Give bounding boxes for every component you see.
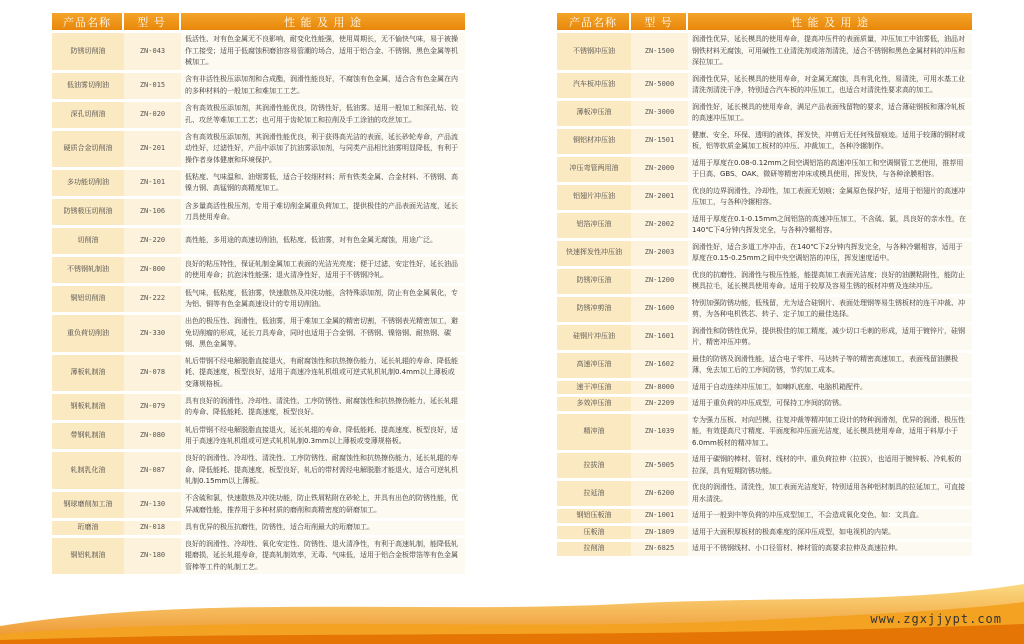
- product-name: 钢板轧制油: [52, 394, 124, 420]
- product-name: 拉延油: [557, 481, 631, 506]
- product-model: ZN-106: [124, 199, 181, 225]
- product-description: 出色的极压性、润滑性，低油雾，用于难加工金属的精密切割，不锈钢表光精密加工，避免切削瘤的形成，延长刀具寿命，同时也适用于合金钢、不锈钢、镍铬钢、耐热钢、碳钢、黑色金属等。: [181, 315, 465, 352]
- product-row: [557, 381, 972, 395]
- product-name: 多功能切削油: [52, 170, 124, 196]
- product-model: ZN-330: [124, 315, 181, 352]
- product-description: 优良的边界润滑性，冷却性，加工表面无划痕；金属原色保护好，适用于铝翅片的高速冲压加工，与各种冷辗相容。: [688, 185, 972, 210]
- product-row: [52, 73, 465, 99]
- product-name: 防锈极压切削油: [52, 199, 124, 225]
- product-row: [557, 325, 972, 350]
- product-description: 低粘度、气味温和、油烟雾低，适合于较细材料；所有铁类金属、合金材料、不锈钢、高镍力钢、高锰钢的高精度加工。: [181, 170, 465, 196]
- product-description: 良好的粘压特性，保证轧制金属加工表面的光洁光亮度；便于过滤，安定性好，延长油品的使用寿命；抗泡沫性能强；退火清净性好，适用于不锈钢冷轧。: [181, 257, 465, 283]
- product-name: 防锈冲剪油: [557, 297, 631, 322]
- product-name: 冲压弯管两用油: [557, 157, 631, 182]
- header-desc: 性 能 及 用 途: [688, 13, 972, 30]
- website-url: www.zgxjjypt.com: [870, 612, 1002, 626]
- left-product-table-panel: [52, 10, 465, 577]
- product-model: ZN-2003: [631, 241, 688, 266]
- product-model: ZN-5000: [631, 73, 688, 98]
- product-model: ZN-015: [124, 73, 181, 99]
- product-model: ZN-1500: [631, 33, 688, 70]
- product-row: [52, 492, 465, 518]
- left-table-body: [52, 33, 465, 574]
- product-name: 切削油: [52, 228, 124, 254]
- product-name: 轧制乳化油: [52, 452, 124, 489]
- product-name: 硬质合金切削油: [52, 131, 124, 168]
- product-row: [557, 526, 972, 540]
- product-name: 拉削油: [557, 542, 631, 556]
- product-model: ZN-018: [124, 521, 181, 535]
- product-row: [557, 185, 972, 210]
- product-row: [557, 542, 972, 556]
- product-name: 带钢轧制油: [52, 423, 124, 449]
- product-name: 汽车板冲压油: [557, 73, 631, 98]
- product-model: ZN-101: [124, 170, 181, 196]
- product-row: [52, 131, 465, 168]
- product-description: 优良的抗磨性、润滑性与极压性能，能提高加工表面光洁度；良好的油膜粘附性，能防止模具拉毛，延长模具使用寿命。适用于较厚及容易生锈的板材冲剪及连续冲压。: [688, 269, 972, 294]
- product-description: 适用于一般到中等负荷的冲压成型加工，不会造成氧化变色，如：文具盒。: [688, 509, 972, 523]
- product-model: ZN-1602: [631, 353, 688, 378]
- product-description: 润滑性优异，延长模具的使用寿命，提高冲压件的表面质量，冲压加工中油雾低，油品对钢铁材料无腐蚀，可用碱性工业清洗剂或溶剂清洗，适合不锈钢和黑色金属材料的冲压和深拉加工。: [688, 33, 972, 70]
- right-product-table-panel: [557, 10, 972, 559]
- product-name: 多效冲压油: [557, 397, 631, 411]
- product-row: [557, 241, 972, 266]
- product-description: 低气味，低粘度，低油雾，快速散热及冲洗功能，含特殊添加剂，防止有色金属氧化，专为铝、铜等有色金属高速设计的专用切削油。: [181, 286, 465, 312]
- product-row: [557, 353, 972, 378]
- product-model: ZN-220: [124, 228, 181, 254]
- product-row: [557, 453, 972, 478]
- right-table-body: [557, 33, 972, 556]
- product-name: 速干冲压油: [557, 381, 631, 395]
- product-row: [52, 170, 465, 196]
- product-name: 铜铝材冲压油: [557, 129, 631, 154]
- product-row: [52, 355, 465, 392]
- product-name: 精冲油: [557, 414, 631, 451]
- product-name: 铝翅片冲压油: [557, 185, 631, 210]
- header-desc: 性 能 及 用 途: [181, 13, 465, 30]
- product-description: 适用于碳钢的棒材、管材、线材的中、重负荷拉伸（拉拔），也适用于镀锌板、冷轧板的拉深，具有短期防锈功能。: [688, 453, 972, 478]
- product-description: 不含硫和氯，快速散热及冲洗功能，防止铁屑粘附在砂轮上，并具有出色的防锈性能，优异减磨性能，推荐用于多种材质的磨削和高精密度的研磨加工。: [181, 492, 465, 518]
- product-description: 含有高效极压添加剂，其润滑性能优良，防锈性好，低油雾。适用一般加工和深孔钻、铰孔、攻丝等难加工工艺；也可用于齿轮加工和拉削及手工涂油的攻丝加工。: [181, 102, 465, 128]
- product-name: 快速挥发性冲压油: [557, 241, 631, 266]
- right-table-header: [557, 13, 972, 30]
- product-name: 重负荷切削油: [52, 315, 124, 352]
- product-row: [557, 129, 972, 154]
- product-row: [557, 33, 972, 70]
- product-model: ZN-1039: [631, 414, 688, 451]
- product-description: 含有非活性极压添加剂和合成酯，润滑性能良好，不腐蚀有色金属，适合含有色金属在内的多种材料的一般加工和难加工工艺。: [181, 73, 465, 99]
- product-description: 润滑性优异，延长模具的使用寿命，对金属无腐蚀，具有乳化性，易清洗，可用水基工业清洗剂清洗干净，特别适合汽车板的冲压加工，也适合对清洗性要求高的加工。: [688, 73, 972, 98]
- product-name: 硅钢片冲压油: [557, 325, 631, 350]
- left-product-table: [52, 10, 465, 577]
- product-description: 适用于大面积厚板材的极高难度的深冲压成型，如电视机的内架。: [688, 526, 972, 540]
- product-name: 铝箔冲压油: [557, 213, 631, 238]
- product-model: ZN-201: [124, 131, 181, 168]
- left-table-header: [52, 13, 465, 30]
- product-name: 钢球磨削加工油: [52, 492, 124, 518]
- product-name: 防锈冲压油: [557, 269, 631, 294]
- product-row: [52, 394, 465, 420]
- product-description: 轧后带钢不经电解脱脂直接退火，延长轧辊的寿命、降低能耗、提高速度、板型良好，适用于高速冷连轧机组或可逆式轧机轧制0.3mm以上薄板或变薄规格板。: [181, 423, 465, 449]
- product-name: 珩磨油: [52, 521, 124, 535]
- product-row: [557, 481, 972, 506]
- product-description: 具有优异的极压抗磨性，防锈性，适合珩削最大的珩磨加工。: [181, 521, 465, 535]
- product-row: [557, 73, 972, 98]
- product-model: ZN-6200: [631, 481, 688, 506]
- product-description: 优良的润滑性、清洗性，加工表面光洁度好，特别适用各种铝材制具的拉延加工，可直接用水清洗。: [688, 481, 972, 506]
- product-description: 适用于不锈钢线材、小口径管材、棒材管的高要求拉伸及高速拉伸。: [688, 542, 972, 556]
- product-row: [52, 452, 465, 489]
- header-name: 产品名称: [557, 13, 631, 30]
- product-description: 具有良好的润滑性、冷却性、清洗性、工序防锈性、耐腐蚀性和抗热擦伤能力，延长轧辊的寿命、降低能耗、提高速度，板型良好。: [181, 394, 465, 420]
- product-model: ZN-3000: [631, 101, 688, 126]
- product-description: 适用于自动连续冲压加工，如喇叭底座、电脑机箱配件。: [688, 381, 972, 395]
- product-name: 高速冲压油: [557, 353, 631, 378]
- product-row: [52, 423, 465, 449]
- product-description: 润滑性和防锈性优异，提供极佳的加工精度，减少切口毛刺的形成，适用于镀锌片，硅钢片，精密冲压冲剪。: [688, 325, 972, 350]
- product-name: 薄板轧制油: [52, 355, 124, 392]
- product-row: [557, 414, 972, 451]
- product-row: [557, 157, 972, 182]
- product-name: 钢铝压板油: [557, 509, 631, 523]
- product-row: [52, 286, 465, 312]
- product-model: ZN-078: [124, 355, 181, 392]
- product-model: ZN-2001: [631, 185, 688, 210]
- product-model: ZN-5005: [631, 453, 688, 478]
- product-description: 含有高效极压添加剂，其润滑性能优良，利于获得高光洁的表面，延长砂轮寿命，产品流动性好，过滤性好，产品中添加了抗油雾添加剂，与同类产品相比油雾明显降低，有利于操作者身体健康和环境保护。: [181, 131, 465, 168]
- product-model: ZN-222: [124, 286, 181, 312]
- header-model: 型 号: [631, 13, 688, 30]
- product-model: ZN-1600: [631, 297, 688, 322]
- product-model: ZN-087: [124, 452, 181, 489]
- product-name: 拉拔油: [557, 453, 631, 478]
- product-description: 适用于厚度在0.1-0.15mm之间铝箔的高速冲压加工，不含硫、氯，具良好的亲水性，在140℃下4分钟内挥发完全，与各种冷辗相容。: [688, 213, 972, 238]
- product-description: 良好的润滑性、冷却性、氧化安定性、防锈性、退火清净性，有利于高速轧制，能降低轧辊磨损，延长轧辊寿命，提高轧制效率，无毒、气味低，适用于铝合金板带箔等有色金属管棒等工件的轧制工艺。: [181, 538, 465, 575]
- product-model: ZN-2002: [631, 213, 688, 238]
- product-description: 专为强力压板、对向凹模、往复冲裁等精冲加工设计的特种润滑剂，优异的润滑、极压性能，有效提高尺寸精度、平面度和冲压面光洁度，延长模具使用寿命，适用于料厚小于6.0mm板材的精冲加工。: [688, 414, 972, 451]
- product-model: ZN-1200: [631, 269, 688, 294]
- product-model: ZN-8000: [631, 381, 688, 395]
- product-description: 健康、安全、环保、透明的液体，挥发快，冲剪后无任何残留痕迹。适用于较薄的铜材或板，铝等软质金属加工板材的冲压、冲裁加工，各种冷辗制作。: [688, 129, 972, 154]
- product-model: ZN-1501: [631, 129, 688, 154]
- product-description: 润滑性好，适合多道工序冲击，在140℃下2分钟内挥发完全，与各种冷辗相容，适用于厚度在0.15-0.25mm之间中央空调铝箔的冲压，挥发速度适中。: [688, 241, 972, 266]
- product-description: 适用于厚度在0.08-0.12mm之间空调铝箔的高速冲压加工和空调铜管工艺使用，推荐用于日高、GBS、OAK、微研等精密冲床或模具使用，挥发快，与各种涂膜相容。: [688, 157, 972, 182]
- product-model: ZN-043: [124, 33, 181, 70]
- product-description: 润滑性好，延长模具的使用寿命，满足产品表面残留物的要求，适合薄硅钢板和薄冷轧板的高速冲压加工。: [688, 101, 972, 126]
- product-name: 低油雾切削油: [52, 73, 124, 99]
- product-row: [52, 33, 465, 70]
- product-description: 含多量高活性极压剂，专用于难切削金属重负荷加工，提供极佳的产品表面光洁度，延长刀具使用寿命。: [181, 199, 465, 225]
- product-model: ZN-2000: [631, 157, 688, 182]
- product-row: [52, 538, 465, 575]
- product-model: ZN-1601: [631, 325, 688, 350]
- product-name: 不锈钢轧制油: [52, 257, 124, 283]
- product-model: ZN-1001: [631, 509, 688, 523]
- product-model: ZN-020: [124, 102, 181, 128]
- product-description: 最佳的防锈及润滑性能，适合电子零件、马达转子等的精密高速加工，表面残留油膜极薄，免去加工后的工序间防锈，节约加工成本。: [688, 353, 972, 378]
- product-name: 铜铝切削油: [52, 286, 124, 312]
- product-row: [52, 521, 465, 535]
- product-name: 不锈钢冲压油: [557, 33, 631, 70]
- product-row: [557, 509, 972, 523]
- product-row: [52, 257, 465, 283]
- product-row: [557, 297, 972, 322]
- product-model: ZN-6825: [631, 542, 688, 556]
- product-row: [52, 102, 465, 128]
- product-model: ZN-1809: [631, 526, 688, 540]
- header-model: 型 号: [124, 13, 181, 30]
- right-product-table: [557, 10, 972, 559]
- product-row: [557, 101, 972, 126]
- product-name: 防锈切削油: [52, 33, 124, 70]
- product-name: 压板油: [557, 526, 631, 540]
- product-model: ZN-800: [124, 257, 181, 283]
- product-row: [557, 269, 972, 294]
- product-model: ZN-2209: [631, 397, 688, 411]
- product-name: 深孔切削油: [52, 102, 124, 128]
- product-model: ZN-130: [124, 492, 181, 518]
- product-description: 良好的润滑性、冷却性、清洗性、工序防锈性、耐腐蚀性和抗热擦伤能力，延长轧辊的寿命、降低能耗、提高速度，板型良好，轧后的带材需经电解脱脂才能退火，适合可逆轧机轧制0.15mm以上薄板。: [181, 452, 465, 489]
- product-description: 高性能，多用途的高速切削油，低粘度、低油雾，对有色金属无腐蚀，用途广泛。: [181, 228, 465, 254]
- product-model: ZN-079: [124, 394, 181, 420]
- product-row: [52, 228, 465, 254]
- header-name: 产品名称: [52, 13, 124, 30]
- decorative-oil-wave: [0, 574, 1024, 644]
- product-description: 低活性、对有色金属无不良影响，耐变化性能强，使用周期长，无不愉快气味，易于被操作工接受；适用于低腐蚀积磨油容易管潮的场合，适用于铝合金、不锈钢、黑色金属等机械加工。: [181, 33, 465, 70]
- product-description: 特别加强防锈功能，低残留，尤为适合硅钢片、表面处理钢等易生锈板材的连干冲裁、冲剪，为各种电机铁芯、转子、定子加工的最佳选择。: [688, 297, 972, 322]
- product-model: ZN-180: [124, 538, 181, 575]
- product-model: ZN-080: [124, 423, 181, 449]
- product-name: 铜铝轧制油: [52, 538, 124, 575]
- product-row: [557, 213, 972, 238]
- product-row: [52, 315, 465, 352]
- product-description: 轧后带钢不经电解脱脂直接退火，有耐腐蚀性和抗热擦伤能力，延长轧辊的寿命、降低能耗、提高速度，板型良好，适用于高速冷连轧机组或可逆式轧机轧制0.4mm以上薄板或变薄规格板。: [181, 355, 465, 392]
- product-row: [52, 199, 465, 225]
- product-name: 薄板冲压油: [557, 101, 631, 126]
- product-row: [557, 397, 972, 411]
- product-description: 适用于重负荷的冲压成型，可保持工序间的防锈。: [688, 397, 972, 411]
